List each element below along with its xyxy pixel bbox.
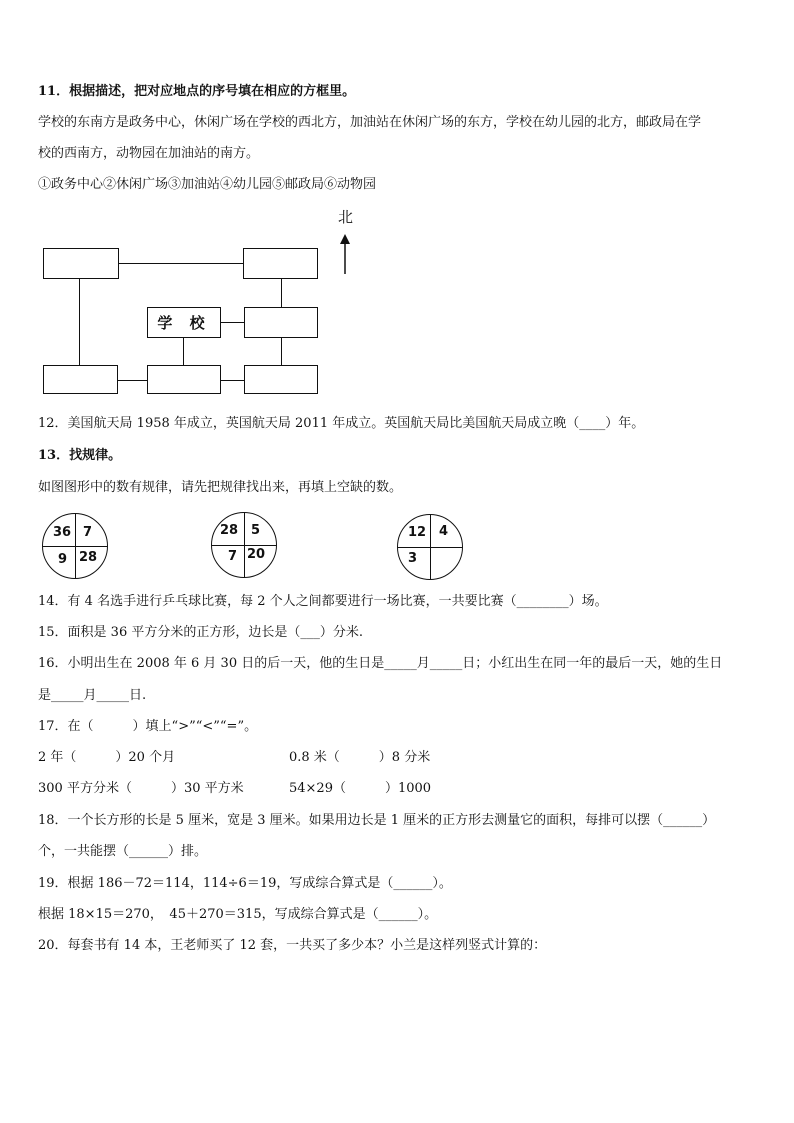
q17-row1-a: 2 年（ ）20 个月 (38, 750, 176, 765)
q18-line2: 个，一共能摆（______）排。 (38, 844, 208, 859)
answer-box-northwest[interactable] (43, 248, 119, 279)
circle-bottom-right: 28 (79, 550, 98, 565)
circle-divider (244, 513, 245, 577)
north-arrow-icon (338, 234, 352, 276)
circle-bottom-left: 9 (58, 552, 68, 567)
q16-line2: 是_____月_____日. (38, 688, 147, 703)
school-box: 学 校 (147, 307, 221, 338)
circle-bottom-right: 20 (247, 547, 266, 562)
connector-line (220, 380, 245, 381)
connector-line (118, 263, 244, 264)
connector-line (281, 279, 282, 308)
circle-top-left: 28 (220, 523, 239, 538)
circle-divider (75, 514, 76, 578)
q16-line1: 16．小明出生在 2008 年 6 月 30 日的后一天，他的生日是_____月_____日；小红出生在同一年的最后一天，她的生日 (38, 656, 723, 671)
circle-top-left: 12 (408, 525, 427, 540)
circle-bottom-left: 3 (408, 551, 418, 566)
q20-text: 20．每套书有 14 本，王老师买了 12 套，一共买了多少本？小兰是这样列竖式计算的： (38, 938, 547, 953)
q11-desc-line1: 学校的东南方是政务中心，休闲广场在学校的西北方，加油站在休闲广场的东方，学校在幼儿园的北方，邮政局在学 (38, 115, 702, 130)
connector-line (183, 338, 184, 367)
circle-top-right: 4 (439, 524, 449, 539)
circle-bottom-left: 7 (228, 549, 238, 564)
circle-top-right: 5 (251, 523, 261, 538)
q14-text: 14．有 4 名选手进行乒乓球比赛，每 2 个人之间都要进行一场比赛，一共要比赛（________）场。 (38, 594, 608, 609)
q19-line2: 根据 18×15＝270， 45＋270＝315，写成综合算式是（______）。 (38, 907, 438, 922)
q17-title: 17．在（ ）填上“>”“<”“=”。 (38, 719, 258, 734)
north-label: 北 (338, 208, 354, 226)
connector-line (220, 322, 245, 323)
q17-row2-a: 300 平方分米（ ）30 平方米 (38, 781, 244, 796)
q11-desc-line2: 校的西南方，动物园在加油站的南方。 (38, 146, 260, 161)
answer-box-southwest[interactable] (43, 365, 118, 394)
connector-line (281, 338, 282, 367)
answer-box-northeast[interactable] (243, 248, 318, 279)
circle-top-right: 7 (83, 525, 93, 540)
q19-line1: 19．根据 186－72＝114，114÷6＝19，写成综合算式是（______）。 (38, 876, 452, 891)
circle-top-left: 36 (53, 525, 72, 540)
q15-text: 15．面积是 36 平方分米的正方形，边长是（___）分米. (38, 625, 363, 640)
q11-title: 11．根据描述，把对应地点的序号填在相应的方框里。 (38, 84, 356, 99)
circle-divider (430, 515, 431, 579)
q12-text: 12．美国航天局 1958 年成立，英国航天局 2011 年成立。英国航天局比美国航天局成立晚（____）年。 (38, 416, 645, 431)
answer-box-east[interactable] (244, 307, 318, 338)
answer-box-south[interactable] (147, 365, 221, 394)
connector-line (117, 380, 148, 381)
q18-line1: 18．一个长方形的长是 5 厘米，宽是 3 厘米。如果用边长是 1 厘米的正方形去测量它的面积，每排可以摆（______） (38, 813, 716, 828)
pattern-circle-2 (211, 512, 277, 578)
q13-title: 13．找规律。 (38, 448, 122, 463)
pattern-circle-3 (397, 514, 463, 580)
q13-desc: 如图图形中的数有规律，请先把规律找出来，再填上空缺的数。 (38, 480, 403, 495)
q17-row2-b: 54×29（ ）1000 (289, 781, 432, 796)
answer-box-southeast[interactable] (244, 365, 318, 394)
q17-row1-b: 0.8 米（ ）8 分米 (289, 750, 431, 765)
pattern-circle-1 (42, 513, 108, 579)
q11-options: ①政务中心②休闲广场③加油站④幼儿园⑤邮政局⑥动物园 (38, 177, 377, 192)
connector-line (79, 279, 80, 367)
